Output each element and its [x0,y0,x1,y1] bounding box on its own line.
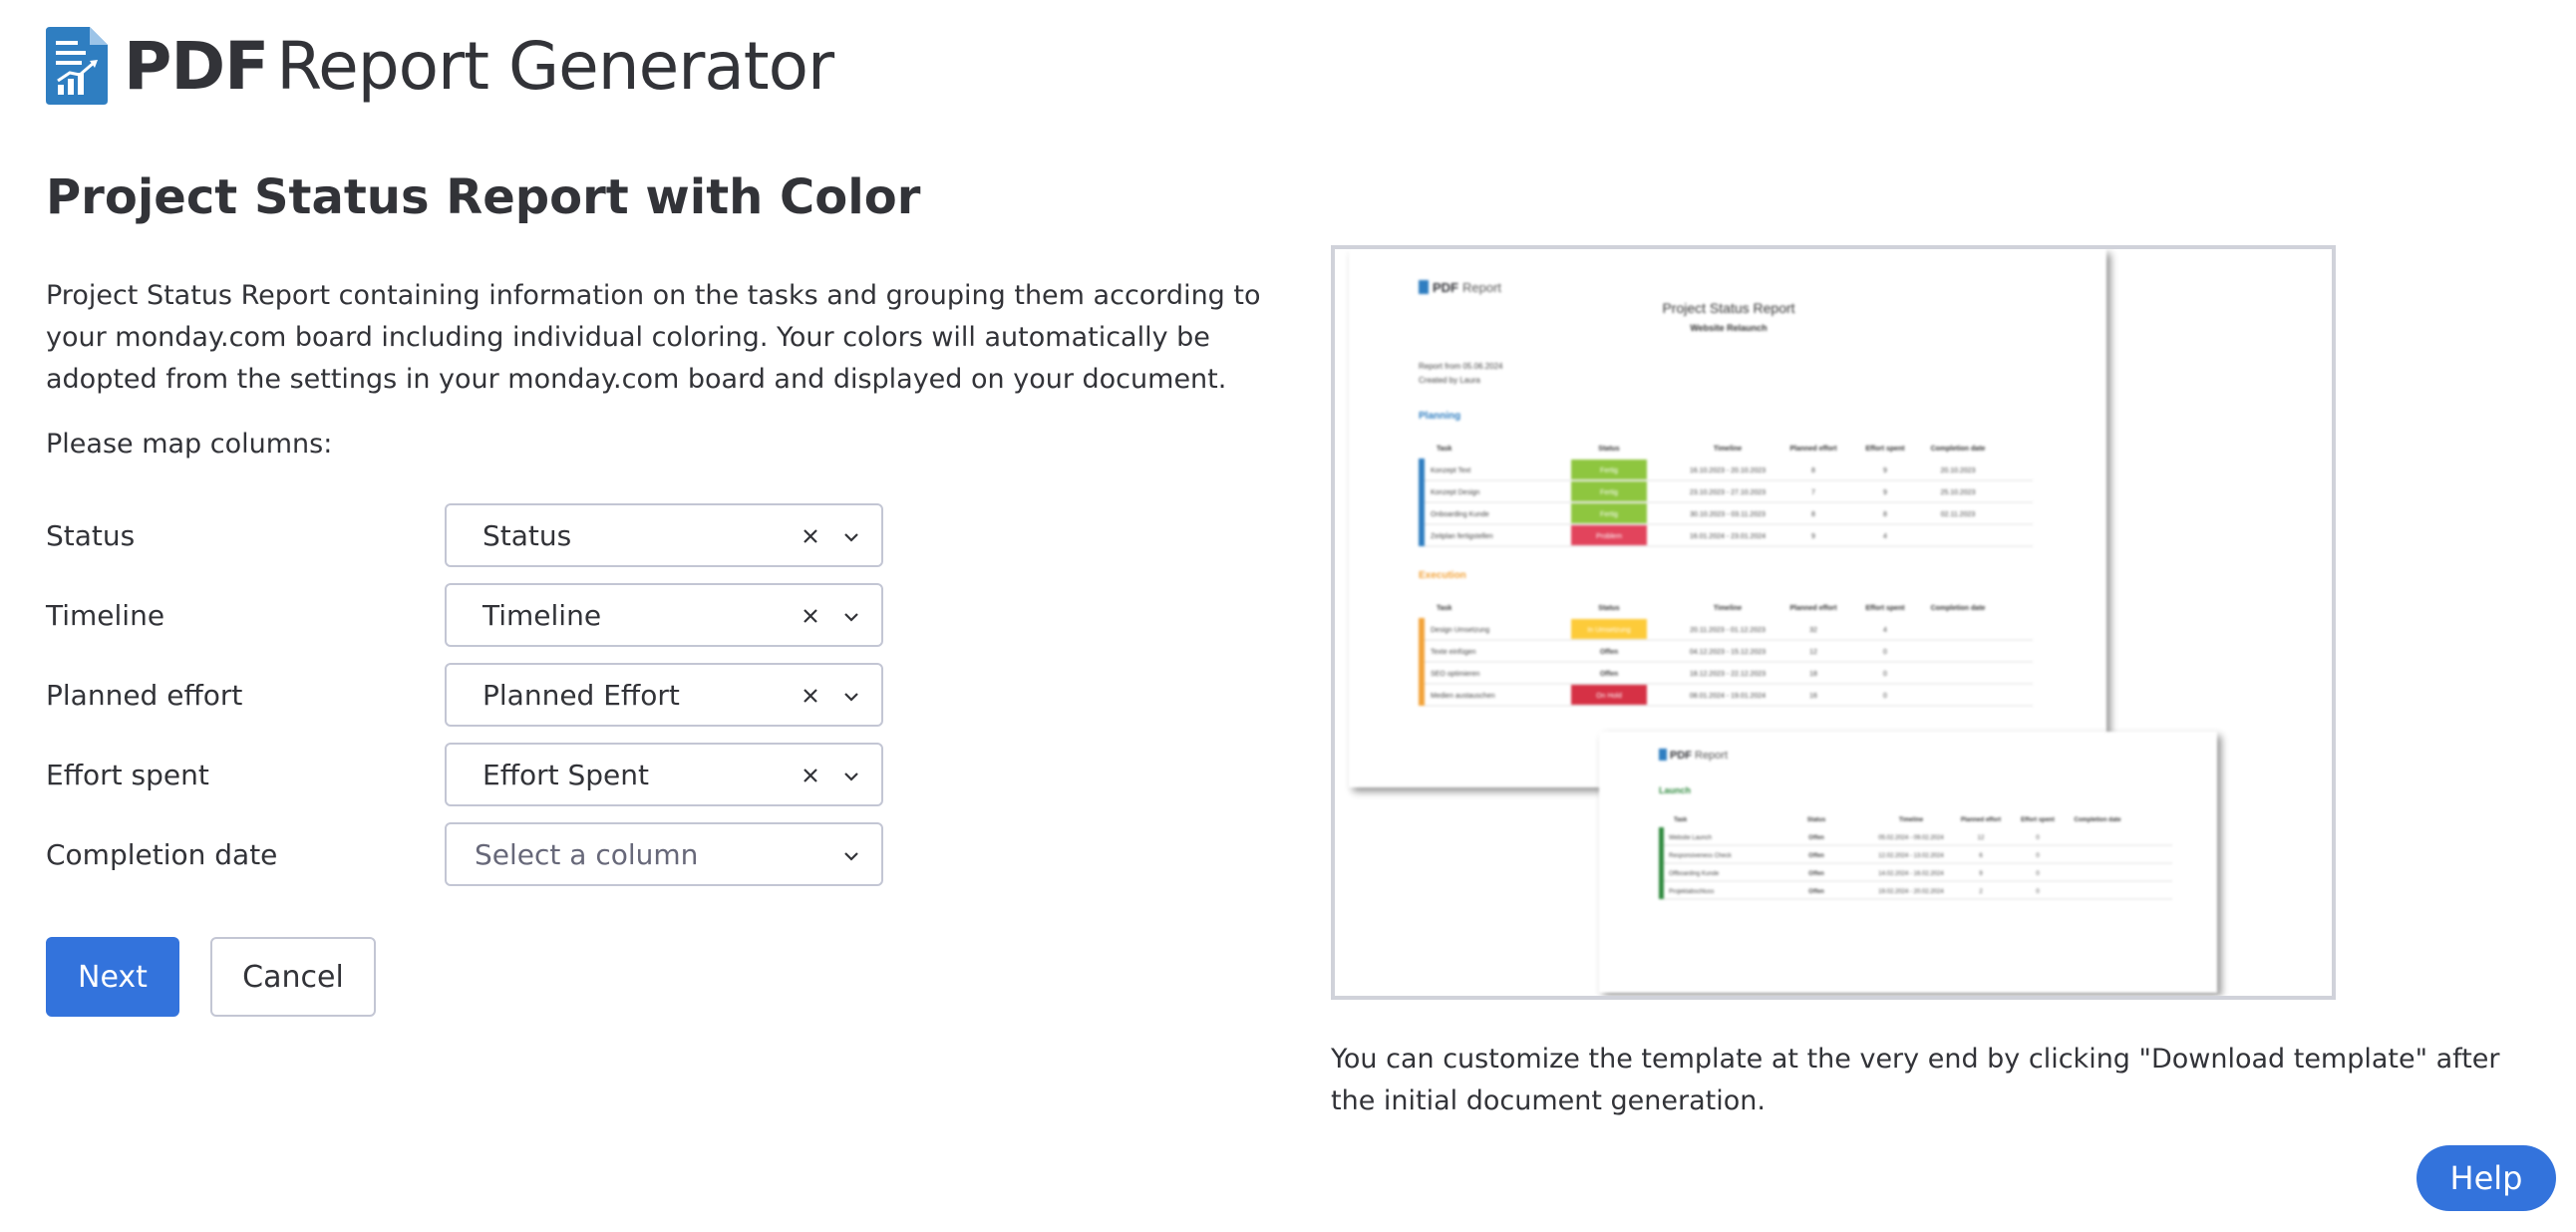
preview-task: Offboarding Kunde [1669,871,1720,877]
preview-planned: 8 [1811,511,1815,518]
preview-group-planning: Planning [1419,411,1461,422]
mapping-row-completion-date [46,822,883,886]
chevron-down-icon[interactable] [839,685,863,709]
preview-col-planned: Planned effort [1789,446,1837,453]
preview-timeline: 23.10.2023 - 27.10.2023 [1689,489,1767,496]
page-title: Project Status Report with Color [46,169,921,225]
preview-col-completion: Completion date [2074,817,2121,823]
preview-status: Offen [1808,835,1824,841]
preview-task: Projektabschluss [1669,889,1715,895]
preview-spent: 0 [1883,671,1887,678]
clear-icon[interactable] [800,605,821,627]
preview-task: Zeitplan fertigstellen [1431,533,1493,540]
preview-timeline: 20.11.2023 - 01.12.2023 [1690,627,1766,634]
clear-icon[interactable] [800,765,821,786]
preview-status: In Umsetzung [1587,627,1631,634]
preview-col-completion: Completion date [1930,446,1986,453]
preview-page-1 [1349,249,2106,787]
planned-effort-select-value: Planned Effort [483,678,680,712]
preview-brand-light: Report [1695,750,1729,762]
preview-col-planned: Planned effort [1960,817,2002,823]
preview-task: Onboarding Kunde [1431,511,1489,518]
preview-timeline: 08.01.2024 - 19.01.2024 [1689,693,1767,700]
effort-spent-column-select[interactable] [445,743,883,806]
preview-spent: 0 [1883,649,1887,656]
preview-meta-line2: Created by Laura [1419,376,1480,385]
preview-status: Offen [1808,853,1824,859]
preview-status: On Hold [1596,693,1622,700]
preview-timeline: 16.01.2024 - 23.01.2024 [1689,533,1767,540]
preview-spent: 9 [1883,467,1887,474]
status-column-select[interactable] [445,503,883,567]
app-header [46,26,833,106]
preview-completion: 02.11.2023 [1940,511,1976,518]
preview-planned: 7 [1811,489,1815,496]
next-button[interactable]: Next [46,937,179,1017]
chevron-down-icon[interactable] [839,605,863,629]
preview-spent: 4 [1883,627,1887,634]
preview-report-title: Project Status Report [1662,300,1795,316]
preview-planned: 8 [1811,467,1815,474]
preview-status: Problem [1595,533,1623,540]
preview-task: Konzept Text [1431,467,1471,474]
preview-planned: 6 [1979,853,1983,859]
preview-col-timeline: Timeline [1713,446,1743,453]
planned-effort-column-select[interactable] [445,663,883,727]
preview-col-timeline: Timeline [1713,605,1743,612]
preview-col-status: Status [1806,817,1826,823]
preview-timeline: 18.12.2023 - 22.12.2023 [1689,671,1767,678]
app-title-bold: PDF [124,27,269,105]
preview-status: Offen [1808,871,1824,877]
preview-task: Website Launch [1669,835,1712,841]
preview-planned: 32 [1809,627,1817,634]
effort-spent-select-value: Effort Spent [483,758,650,791]
preview-meta-line1: Report from 05.06.2024 [1419,362,1503,371]
preview-completion: 20.10.2023 [1940,467,1976,474]
mapping-label-planned-effort: Planned effort [46,678,243,712]
preview-timeline: 30.10.2023 - 03.11.2023 [1690,511,1766,518]
preview-col-completion: Completion date [1930,605,1986,612]
preview-col-status: Status [1598,605,1620,612]
preview-status: Offen [1599,649,1619,656]
clear-icon[interactable] [800,685,821,707]
app-title-light: Report Generator [276,27,834,105]
preview-status: Offen [1599,671,1619,678]
preview-task: Responsiveness Check [1669,853,1732,859]
preview-planned: 16 [1809,693,1817,700]
preview-brand-bold: PDF [1433,280,1458,295]
preview-spent: 0 [1883,693,1887,700]
mapping-label-status: Status [46,518,136,552]
preview-col-spent: Effort spent [1865,605,1905,612]
mapping-label-timeline: Timeline [46,598,165,632]
preview-status: Fertig [1600,467,1618,474]
preview-planned: 9 [1811,533,1815,540]
preview-col-status: Status [1598,446,1620,453]
map-columns-label: Please map columns: [46,429,333,460]
preview-timeline: 04.12.2023 - 15.12.2023 [1689,649,1767,656]
preview-task: Texte einfügen [1431,649,1476,656]
preview-status: Fertig [1600,489,1618,496]
report-description: Project Status Report containing information on the tasks and grouping them according to your monday.com board including individual coloring. Your colors will automatically be adopted from the settings in your monday.com board and displayed on your document. [46,280,1261,395]
preview-col-planned: Planned effort [1789,605,1837,612]
preview-spent: 0 [2036,835,2040,841]
preview-spent: 0 [2036,853,2040,859]
preview-timeline: 05.02.2024 - 09.02.2024 [1878,835,1944,841]
help-button[interactable]: Help [2416,1145,2556,1211]
preview-spent: 4 [1883,533,1887,540]
pdf-report-logo-icon [46,27,108,105]
status-select-value: Status [483,518,572,552]
preview-timeline: 14.02.2024 - 16.02.2024 [1878,871,1944,877]
completion-date-select-placeholder: Select a column [475,837,699,871]
timeline-column-select[interactable] [445,583,883,647]
preview-task: Medien austauschen [1431,693,1495,700]
preview-col-spent: Effort spent [2021,817,2055,823]
preview-brand-bold: PDF [1670,750,1692,762]
cancel-button[interactable]: Cancel [210,937,376,1017]
chevron-down-icon[interactable] [839,525,863,549]
preview-brand-light: Report [1462,280,1502,295]
preview-status: Fertig [1600,511,1618,518]
template-preview-image [1331,245,2336,1000]
clear-icon[interactable] [800,525,821,547]
preview-planned: 12 [1809,649,1817,656]
preview-task: Konzept Design [1431,489,1480,496]
preview-timeline: 19.02.2024 - 20.02.2024 [1878,889,1944,895]
preview-spent: 0 [2036,871,2040,877]
preview-task: Design Umsetzung [1431,627,1490,634]
preview-group-execution: Execution [1419,570,1466,581]
timeline-select-value: Timeline [483,598,602,632]
preview-page-2 [1599,732,2217,993]
preview-planned: 12 [1977,835,1985,841]
preview-timeline: 16.10.2023 - 20.10.2023 [1689,467,1767,474]
mapping-row-timeline [46,583,883,647]
preview-planned: 9 [1979,871,1983,877]
mapping-row-status [46,503,883,567]
preview-col-timeline: Timeline [1898,817,1924,823]
preview-col-task: Task [1437,446,1452,453]
preview-planned: 2 [1979,889,1983,895]
mapping-row-planned-effort [46,663,883,727]
preview-spent: 9 [1883,489,1887,496]
preview-spent: 8 [1883,511,1887,518]
preview-status: Offen [1808,889,1824,895]
preview-completion: 25.10.2023 [1940,489,1976,496]
preview-spent: 0 [2036,889,2040,895]
mapping-row-effort-spent [46,743,883,806]
preview-report-subtitle: Website Relaunch [1690,323,1768,333]
template-customize-note: You can customize the template at the very end by clicking "Download template" after the initial document generation. [1331,1044,2500,1116]
mapping-label-completion-date: Completion date [46,837,278,871]
completion-date-column-select[interactable] [445,822,883,886]
chevron-down-icon[interactable] [839,844,863,868]
preview-group-launch: Launch [1659,785,1692,795]
preview-task: SEO optimieren [1431,671,1480,678]
chevron-down-icon[interactable] [839,765,863,788]
preview-planned: 18 [1809,671,1817,678]
mapping-label-effort-spent: Effort spent [46,758,209,791]
preview-col-task: Task [1674,817,1688,823]
app-title [124,28,833,105]
preview-col-spent: Effort spent [1865,446,1905,453]
preview-timeline: 12.02.2024 - 13.02.2024 [1878,853,1944,859]
preview-col-task: Task [1437,605,1452,612]
